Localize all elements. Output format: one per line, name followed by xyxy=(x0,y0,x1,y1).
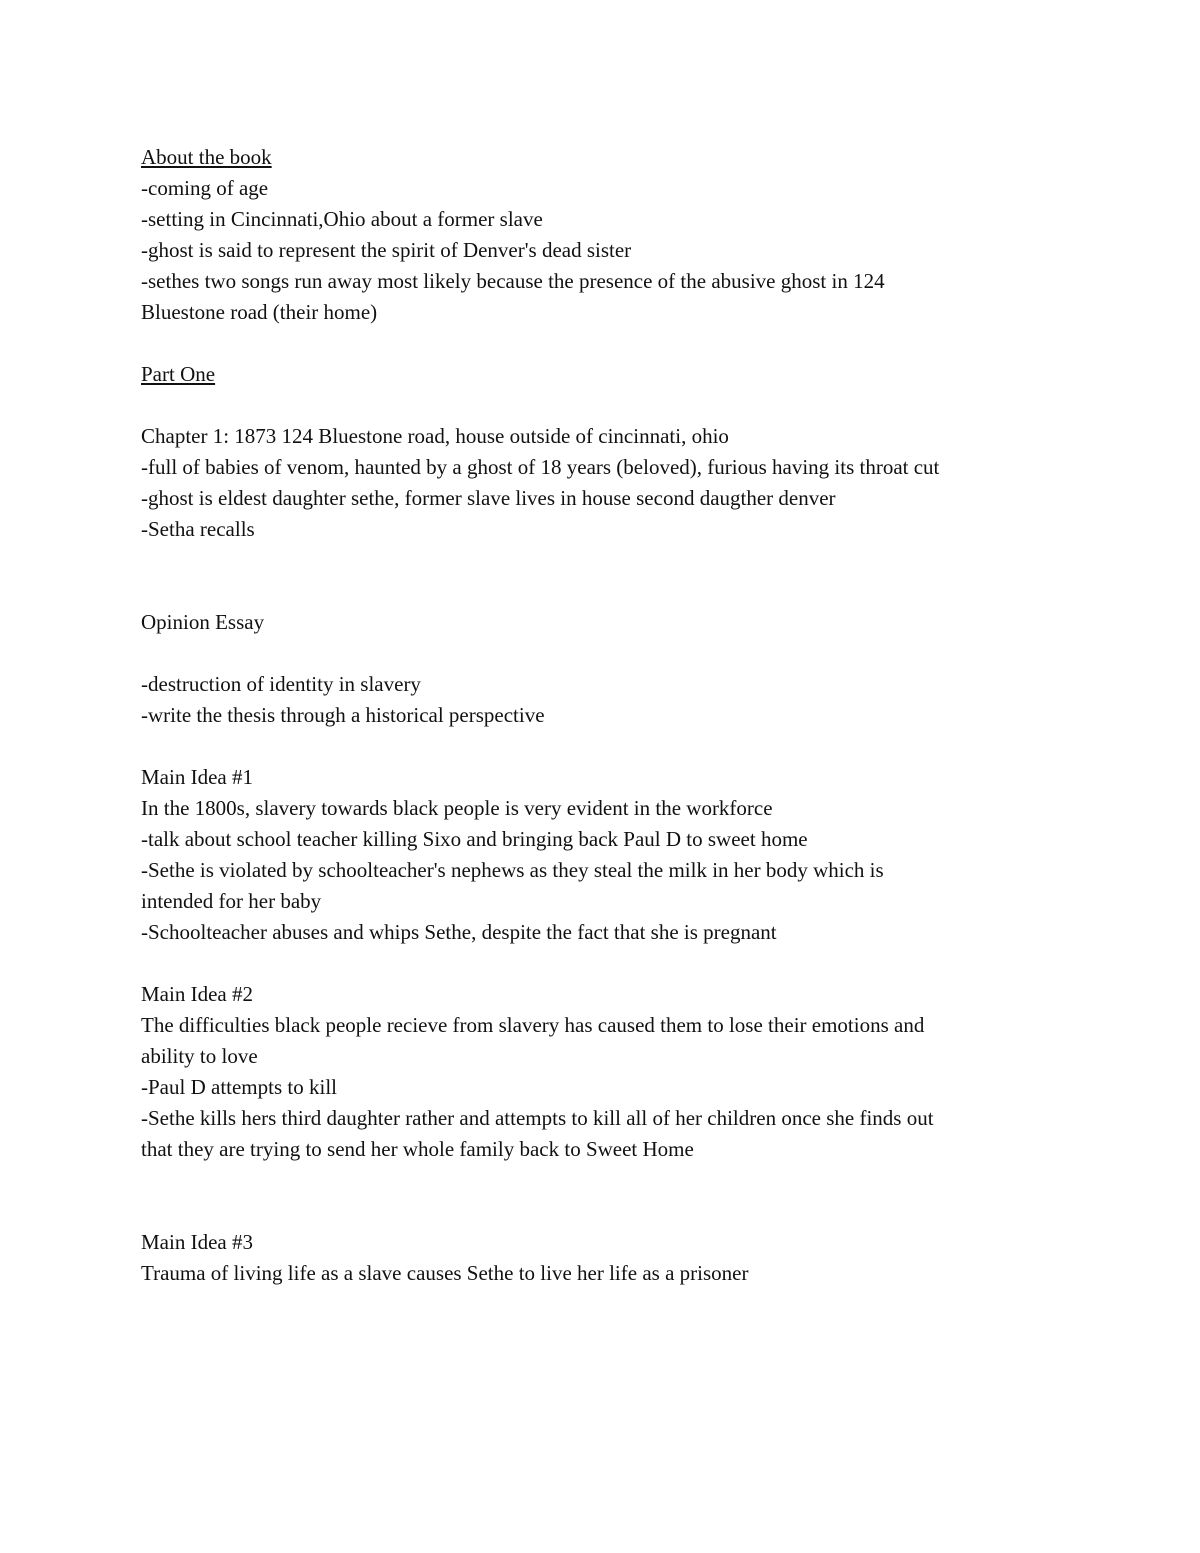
text-line: In the 1800s, slavery towards black people is very evident in the workforce xyxy=(141,796,773,820)
text-line: -Sethe kills hers third daughter rather and attempts to kill all of her children once she finds out xyxy=(141,1106,934,1130)
text-line: -talk about school teacher killing Sixo and bringing back Paul D to sweet home xyxy=(141,827,808,851)
text-line: ability to love xyxy=(141,1044,258,1068)
text-line: -Setha recalls xyxy=(141,517,255,541)
document-body xyxy=(141,142,1061,1289)
text-line: Main Idea #2 xyxy=(141,982,253,1006)
text-line: Chapter 1: 1873 124 Bluestone road, house outside of cincinnati, ohio xyxy=(141,424,729,448)
blank-line xyxy=(141,638,1061,669)
text-line: -Sethe is violated by schoolteacher's nephews as they steal the milk in her body which is xyxy=(141,858,884,882)
text-line: Main Idea #1 xyxy=(141,765,253,789)
section-heading: About the book xyxy=(141,145,272,169)
text-line: The difficulties black people recieve from slavery has caused them to lose their emotions and xyxy=(141,1013,925,1037)
text-line: -coming of age xyxy=(141,176,269,200)
text-line: Trauma of living life as a slave causes Sethe to live her life as a prisoner xyxy=(141,1261,749,1285)
text-line: Bluestone road (their home) xyxy=(141,300,378,324)
text-line: -full of babies of venom, haunted by a ghost of 18 years (beloved), furious having its throat cut xyxy=(141,455,940,479)
blank-line xyxy=(141,1196,1061,1227)
text-line: -Paul D attempts to kill xyxy=(141,1075,337,1099)
text-line: -ghost is said to represent the spirit of Denver's dead sister xyxy=(141,238,632,262)
text-line: -write the thesis through a historical perspective xyxy=(141,703,545,727)
text-line: Main Idea #3 xyxy=(141,1230,253,1254)
text-line: -sethes two songs run away most likely because the presence of the abusive ghost in 124 xyxy=(141,269,885,293)
blank-line xyxy=(141,1165,1061,1196)
section-heading: Part One xyxy=(141,362,216,386)
blank-line xyxy=(141,948,1061,979)
text-line: intended for her baby xyxy=(141,889,322,913)
text-line: -setting in Cincinnati,Ohio about a former slave xyxy=(141,207,543,231)
text-line: Opinion Essay xyxy=(141,610,265,634)
blank-line xyxy=(141,545,1061,576)
text-line: -Schoolteacher abuses and whips Sethe, despite the fact that she is pregnant xyxy=(141,920,777,944)
blank-line xyxy=(141,576,1061,607)
text-line: -destruction of identity in slavery xyxy=(141,672,421,696)
blank-line xyxy=(141,390,1061,421)
blank-line xyxy=(141,328,1061,359)
text-line: that they are trying to send her whole family back to Sweet Home xyxy=(141,1137,694,1161)
blank-line xyxy=(141,731,1061,762)
text-line: -ghost is eldest daughter sethe, former slave lives in house second daugther denver xyxy=(141,486,836,510)
